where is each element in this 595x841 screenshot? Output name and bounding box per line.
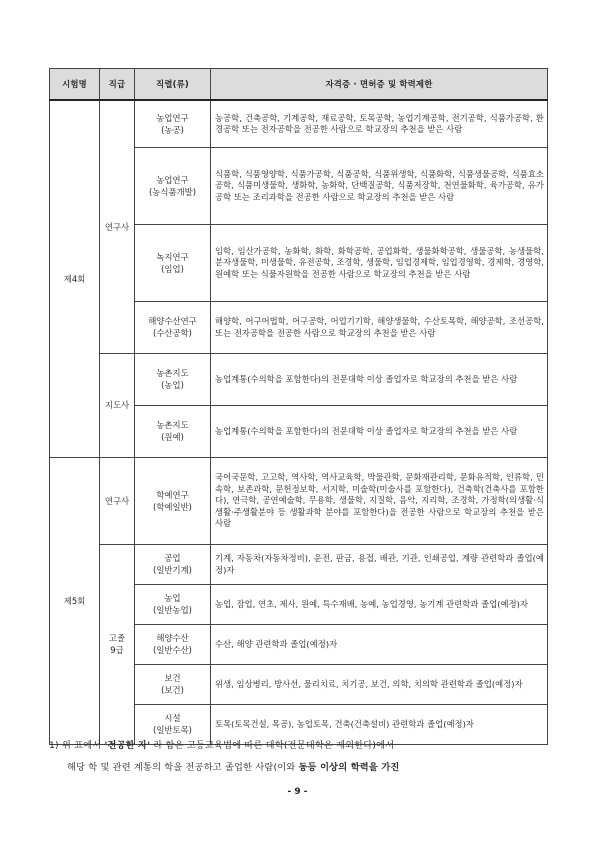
- grade-cell: 연구사: [100, 457, 135, 544]
- table-row: [50, 544, 548, 584]
- series-cell: 보건 (보건): [135, 664, 211, 704]
- series-cell: 농촌지도 (농업): [135, 353, 211, 405]
- qualification-table: [49, 68, 548, 745]
- series-cell: 공업 (일반기계): [135, 544, 211, 584]
- qualification-cell: 토목(토목건설, 목공), 농업토목, 건축(건축설비) 관련학과 졸업(예정)자: [211, 704, 548, 744]
- series-cell: 농촌지도 (원예): [135, 405, 211, 457]
- grade-cell: 지도사: [100, 353, 135, 457]
- series-cell: 농업연구 (농공): [135, 100, 211, 147]
- exam-name-cell: 제5회: [50, 457, 100, 744]
- qualification-cell: 위생, 임상병리, 방사선, 물리치료, 치기공, 보건, 의학, 치의학 관련학과 졸업(예정)자: [211, 664, 548, 704]
- series-cell: 농업연구 (농식품개발): [135, 147, 211, 224]
- footnote-emphasis: 동등 이상의 학력을 가진: [298, 762, 400, 773]
- footnote: [49, 735, 547, 779]
- series-cell: 녹지연구 (임업): [135, 224, 211, 301]
- qualification-cell: 식품학, 식품영양학, 식품가공학, 식품공학, 식품위생학, 식품화학, 식품생물공학, 식품효소공학, 식품미생물학, 생화학, 농화학, 단백질공학, 식품저장학, 천연물화학, 육가공학, 유가공학 또는 조리과학을 전공한 사람으로 학교장의 추천을 받은 사람: [211, 147, 548, 224]
- grade-cell: 고졸 9급: [100, 544, 135, 744]
- qualification-cell: 해양학, 어구어법학, 어구공학, 어업기기학, 해양생물학, 수산토목학, 해양공학, 조선공학, 또는 전자공학을 전공한 사람으로 학교장의 추천을 받은 사람: [211, 301, 548, 353]
- table-row: [50, 457, 548, 544]
- footnote-text: 라 함은 고등교육법에 따른 대학(전문대학은 제외한다)에서: [150, 740, 395, 751]
- grade-cell: 연구사: [100, 100, 135, 353]
- qualification-cell: 임학, 임산가공학, 농화학, 화학, 화학공학, 공업화학, 생물화학공학, 생물공학, 농생물학, 분자생물학, 미생물학, 유전공학, 조경학, 생물학, 임업경제학, 임업경영학, 경제학, 경영학, 원예학 또는 식물자원학을 전공한 사람으로 학교장의 추천을 받은 사람: [211, 224, 548, 301]
- series-cell: 해양수산연구 (수산공학): [135, 301, 211, 353]
- exam-name-cell: 제4회: [50, 100, 100, 457]
- qualification-cell: 농공학, 건축공학, 기계공학, 재료공학, 토목공학, 농업기계공학, 전기공학, 식품가공학, 환경공학 또는 전자공학을 전공한 사람으로 학교장의 추천을 받은 사람: [211, 100, 548, 147]
- table-row: [50, 100, 548, 147]
- qualification-cell: 농업계통(수의학을 포함한다)의 전문대학 이상 졸업자로 학교장의 추천을 받은 사람: [211, 353, 548, 405]
- header-exam-name: 시험명: [50, 69, 100, 101]
- footnote-line-2: [49, 757, 547, 779]
- qualification-cell: 국어국문학, 고고학, 역사학, 역사교육학, 박물관학, 문화재관리학, 문화유적학, 인류학, 민속학, 보존과학, 문헌정보학, 서지학, 미술학(미술사를 포함한다), 건축학(건축사를 포함한다), 연극학, 공연예술학, 무용학, 생물학, 지질학, 음악, 지리학, 조경학, 가정학(의생활·식생활·주생활분야 등 생활과학 분야를 포함한다)을 전공한 사람으로 학교장의 추천을 받은 사람: [211, 457, 548, 544]
- footnote-text: 1) 위 표에서: [49, 740, 105, 751]
- series-cell: 학예연구 (학예일반): [135, 457, 211, 544]
- footnote-line-1: [49, 735, 547, 757]
- qualification-cell: 농업계통(수의학을 포함한다)의 전문대학 이상 졸업자로 학교장의 추천을 받은 사람: [211, 405, 548, 457]
- footnote-text: 해당 학 및 관련 계통의 학을 전공하고 졸업한 사람(이와: [67, 762, 299, 773]
- table-header-row: [50, 69, 548, 101]
- footnote-emphasis: '전공한 자': [104, 740, 151, 751]
- header-qualification: 자격증 · 면허증 및 학력제한: [211, 69, 548, 101]
- series-cell: 농업 (일반농업): [135, 584, 211, 624]
- header-series: 직렬(류): [135, 69, 211, 101]
- series-cell: 해양수산 (일반수산): [135, 624, 211, 664]
- header-grade: 직급: [100, 69, 135, 101]
- page-number: - 9 -: [287, 787, 308, 797]
- qualification-cell: 수산, 해양 관련학과 졸업(예정)자: [211, 624, 548, 664]
- qualification-cell: 농업, 잠업, 연초, 제사, 원예, 특수재배, 농예, 농업경영, 농기계 관련학과 졸업(예정)자: [211, 584, 548, 624]
- qualification-cell: 기계, 자동차(자동차정비), 운전, 판금, 용접, 배관, 기관, 인쇄공업, 계량 관련학과 졸업(예정)자: [211, 544, 548, 584]
- series-cell: 시설 (일반토목): [135, 704, 211, 744]
- table-row: [50, 353, 548, 405]
